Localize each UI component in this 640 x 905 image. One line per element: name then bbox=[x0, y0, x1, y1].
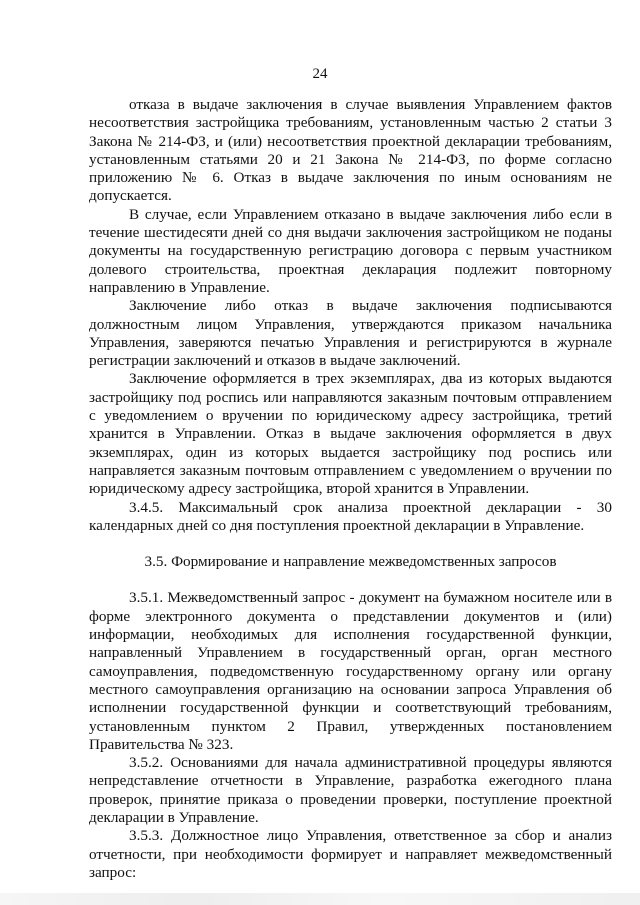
paragraph: 3.5.2. Основаниями для начала административной процедуры являются непредставление отчетности в Управление, разработка ежегодного плана проверок, принятие приказа о проведении проверки, поступление проектной декларации в Управление. bbox=[89, 754, 612, 826]
paragraph: Заключение либо отказ в выдаче заключения подписываются должностным лицом Управления, утверждаются приказом начальника Управления, заверяются печатью Управления и регистрируются в журнале регистрации заключений и отказов в выдаче заключений. bbox=[89, 297, 612, 370]
paragraph: 3.5.3. Должностное лицо Управления, ответственное за сбор и анализ отчетности, при необходимости формирует и направляет межведомственный запрос: bbox=[89, 827, 612, 881]
paragraph: Заключение оформляется в трех экземплярах, два из которых выдаются застройщику под роспись или направляются заказным почтовым отправлением с уведомлением о вручении по юридическому адресу застройщика, третий хранится в Управлении. Отказ в выдаче заключения оформляется в двух экземплярах, один из которых выдается застройщику под роспись или направляется заказным почтовым отправлением с уведомлением о вручении по юридическому адресу застройщика, второй хранится в Управлении. bbox=[89, 370, 612, 498]
paragraph: отказа в выдаче заключения в случае выявления Управлением фактов несоответствия застройщика требованиям, установленным частью 2 статьи 3 Закона № 214-ФЗ, и (или) несоответствия проектной декларации требованиям, установленным статьями 20 и 21 Закона № 214-ФЗ, по форме согласно приложению № 6. Отказ в выдаче заключения по иным основаниям не допускается. bbox=[89, 96, 612, 205]
paragraph: В случае, если Управлением отказано в выдаче заключения либо если в течение шестидесяти дней со дня выдачи заключения застройщиком не поданы документы на государственную регистрацию договора с первым участником долевого строительства, проектная декларация подлежит повторному направлению в Управление. bbox=[89, 205, 612, 296]
paragraph: 3.5.1. Межведомственный запрос - документ на бумажном носителе или в форме электронного документа о представлении документов и (или) информации, необходимых для исполнения государственной функции, направленный Управлением в государственный орган, орган местного самоуправления, подведомственную государственному органу или органу местного самоуправления организацию на основании запроса Управления об исполнении государственной функции и соответствующий требованиям, установленным пунктом 2 Правил, утвержденных постановлением Правительства № 323. bbox=[89, 589, 612, 753]
document-body bbox=[89, 96, 612, 882]
scan-edge bbox=[0, 893, 640, 905]
section-heading: 3.5. Формирование и направление межведомственных запросов bbox=[144, 553, 557, 571]
paragraph: 3.4.5. Максимальный срок анализа проектной декларации - 30 календарных дней со дня поступления проектной декларации в Управление. bbox=[89, 498, 612, 534]
page-number: 24 bbox=[312, 66, 328, 82]
